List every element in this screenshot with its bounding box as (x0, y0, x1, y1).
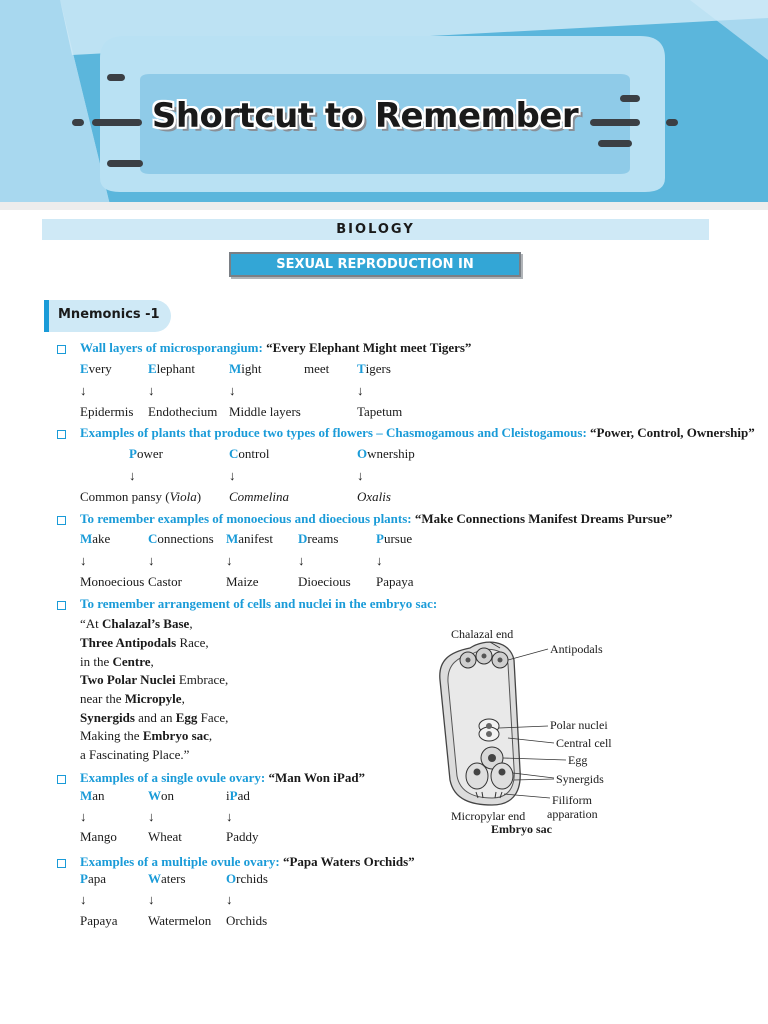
meaning-cell: Papaya (80, 913, 118, 928)
meaning-text: ) (196, 489, 202, 504)
initial-letter: C (148, 531, 158, 546)
item-6-heading (80, 854, 415, 870)
meaning-cell: Dioecious (298, 574, 351, 589)
poem-keyword: Centre (112, 654, 151, 669)
poem-line (80, 616, 193, 632)
species-name: Oxalis (357, 489, 391, 504)
poem-line (80, 710, 228, 726)
species-name: Commelina (229, 489, 289, 504)
word-cell (80, 531, 110, 547)
word-rest: an (92, 788, 105, 803)
poem-keyword: Two Polar Nuclei (80, 672, 176, 687)
poem-keyword: Micropyle (124, 691, 182, 706)
label-egg: Egg (568, 753, 588, 767)
down-arrow-icon: ↓ (229, 468, 236, 483)
word-cell (226, 871, 268, 887)
poem-line (80, 635, 209, 651)
word-cell (376, 531, 412, 547)
word-cell (229, 446, 269, 462)
poem-line (80, 747, 189, 763)
item-heading-text: To remember arrangement of cells and nuclei in the embryo sac: (80, 596, 438, 611)
initial-letter: O (357, 446, 368, 461)
word-cell (148, 788, 174, 804)
meaning-cell: Orchids (226, 913, 268, 928)
meaning-cell (80, 489, 201, 505)
down-arrow-icon: ↓ (80, 553, 87, 568)
label-filiform-apparatus: apparation (547, 807, 598, 821)
down-arrow-icon: ↓ (357, 383, 364, 398)
word-rest: aters (161, 871, 186, 886)
poem-keyword: Synergids (80, 710, 135, 725)
item-heading-text: Examples of a single ovule ovary: (80, 770, 266, 785)
initial-letter: P (129, 446, 137, 461)
word-cell (226, 531, 273, 547)
poem-line (80, 654, 154, 670)
word-rest: ad (237, 788, 250, 803)
word-rest: on (161, 788, 174, 803)
word-rest: ight (241, 361, 262, 376)
poem-text: and an (134, 710, 176, 725)
initial-letter: M (226, 531, 239, 546)
mnemonics-tab (44, 300, 171, 332)
word-rest: meet (304, 361, 330, 376)
chapter-title: SEXUAL REPRODUCTION IN FLOWERING PLANTS (229, 252, 521, 277)
down-arrow-icon: ↓ (129, 468, 136, 483)
label-synergids: Synergids (556, 772, 604, 786)
initial-letter: T (357, 361, 366, 376)
meaning-cell: Maize (226, 574, 259, 589)
meaning-cell: Monoecious (80, 574, 145, 589)
word-cell (357, 361, 391, 377)
bullet-icon (57, 775, 66, 784)
item-2-heading (80, 425, 755, 441)
poem-text: Race, (176, 635, 209, 650)
bullet-icon (57, 516, 66, 525)
meaning-cell: Castor (148, 574, 182, 589)
word-cell (357, 446, 415, 462)
word-rest: ursue (383, 531, 413, 546)
meaning-cell: Middle layers (229, 404, 301, 419)
initial-letter: W (148, 788, 161, 803)
poem-text: near the (80, 691, 125, 706)
word-rest: apa (87, 871, 106, 886)
initial-letter: E (80, 361, 89, 376)
word-rest: ake (92, 531, 111, 546)
item-1-heading (80, 340, 471, 356)
bullet-icon (57, 601, 66, 610)
initial-letter: P (80, 871, 88, 886)
header-banner (0, 0, 768, 210)
item-heading-text: Examples of plants that produce two types of flowers – Chasmogamous and Cleistogamous: (80, 425, 587, 440)
meaning-cell: Epidermis (80, 404, 134, 419)
poem-line (80, 728, 212, 744)
meaning-cell: Endothecium (148, 404, 218, 419)
word-cell (80, 871, 106, 887)
meaning-cell: Papaya (376, 574, 414, 589)
poem-keyword: Embryo sac (142, 728, 209, 743)
meaning-text: Common pansy ( (80, 489, 170, 504)
initial-letter: P (229, 788, 238, 803)
down-arrow-icon: ↓ (357, 468, 364, 483)
down-arrow-icon: ↓ (148, 383, 155, 398)
word-cell (304, 361, 329, 377)
initial-letter: W (148, 871, 161, 886)
bullet-icon (57, 859, 66, 868)
down-arrow-icon: ↓ (80, 892, 87, 907)
poem-text: , (189, 616, 193, 631)
down-arrow-icon: ↓ (80, 809, 87, 824)
down-arrow-icon: ↓ (298, 553, 305, 568)
initial-letter: C (229, 446, 239, 461)
label-polar-nuclei: Polar nuclei (550, 718, 608, 732)
species-name: Viola (169, 489, 197, 504)
initial-letter: M (229, 361, 242, 376)
word-cell (148, 361, 195, 377)
word-rest: igers (365, 361, 391, 376)
poem-line (80, 691, 185, 707)
item-heading-text: Examples of a multiple ovule ovary: (80, 854, 280, 869)
word-prefix: i (226, 788, 230, 803)
label-chalazal-end: Chalazal end (451, 627, 514, 641)
down-arrow-icon: ↓ (376, 553, 383, 568)
subject-bar: BIOLOGY (42, 219, 709, 240)
poem-keyword: Chalazal’s Base (102, 616, 190, 631)
down-arrow-icon: ↓ (226, 553, 233, 568)
word-cell (148, 531, 214, 547)
word-cell (148, 871, 186, 887)
label-central-cell: Central cell (556, 736, 612, 750)
banner-title: Shortcut to Remember (151, 96, 579, 136)
poem-text: a Fascinating Place.” (80, 747, 190, 762)
meaning-cell: Paddy (226, 829, 259, 844)
initial-letter: E (148, 361, 157, 376)
item-3-heading (80, 511, 672, 527)
meaning-cell: Watermelon (148, 913, 212, 928)
meaning-cell: Wheat (148, 829, 182, 844)
item-quote: “Man Won iPad” (268, 770, 366, 785)
word-rest: ower (136, 446, 163, 461)
mnemonics-tab-label: Mnemonics -1 (58, 307, 160, 322)
poem-text: Making the (80, 728, 143, 743)
item-heading-text: To remember examples of monoecious and dioecious plants: (80, 511, 412, 526)
diagram-caption: Embryo sac (491, 822, 552, 836)
word-rest: anifest (238, 531, 273, 546)
initial-letter: M (80, 788, 93, 803)
bullet-icon (57, 345, 66, 354)
down-arrow-icon: ↓ (226, 892, 233, 907)
item-quote: “Make Connections Manifest Dreams Pursue” (414, 511, 673, 526)
poem-text: Embrace, (175, 672, 229, 687)
word-rest: reams (307, 531, 339, 546)
word-cell (80, 361, 112, 377)
word-rest: rchids (236, 871, 268, 886)
word-rest: ontrol (238, 446, 270, 461)
poem-text: in the (80, 654, 113, 669)
meaning-cell: Mango (80, 829, 117, 844)
down-arrow-icon: ↓ (148, 553, 155, 568)
word-rest: lephant (156, 361, 195, 376)
poem-text: Face, (197, 710, 229, 725)
word-cell (226, 788, 250, 804)
initial-letter: P (376, 531, 384, 546)
poem-text: , (181, 691, 185, 706)
word-cell (229, 361, 262, 377)
initial-letter: O (226, 871, 237, 886)
item-quote: “Papa Waters Orchids” (282, 854, 415, 869)
poem-line (80, 672, 228, 688)
word-cell (129, 446, 163, 462)
initial-letter: D (298, 531, 308, 546)
embryo-sac-diagram (430, 620, 730, 850)
word-cell (298, 531, 338, 547)
down-arrow-icon: ↓ (229, 383, 236, 398)
poem-keyword: Egg (175, 710, 198, 725)
poem-keyword: Three Antipodals (80, 635, 177, 650)
label-antipodals: Antipodals (550, 642, 603, 656)
initial-letter: M (80, 531, 93, 546)
item-5-heading (80, 770, 365, 786)
down-arrow-icon: ↓ (148, 892, 155, 907)
label-micropylar-end: Micropylar end (451, 809, 526, 823)
label-filiform: Filiform (552, 793, 593, 807)
down-arrow-icon: ↓ (148, 809, 155, 824)
item-quote: “Power, Control, Ownership” (590, 425, 755, 440)
meaning-cell: Tapetum (357, 404, 403, 419)
poem-text: “At (80, 616, 103, 631)
word-rest: very (88, 361, 112, 376)
bullet-icon (57, 430, 66, 439)
word-rest: wnership (367, 446, 415, 461)
poem-text: , (208, 728, 213, 743)
item-4-heading (80, 596, 437, 612)
item-heading-text: Wall layers of microsporangium: (80, 340, 263, 355)
item-quote: “Every Elephant Might meet Tigers” (266, 340, 472, 355)
poem-text: , (150, 654, 154, 669)
down-arrow-icon: ↓ (226, 809, 233, 824)
word-rest: onnections (157, 531, 214, 546)
down-arrow-icon: ↓ (80, 383, 87, 398)
word-cell (80, 788, 105, 804)
